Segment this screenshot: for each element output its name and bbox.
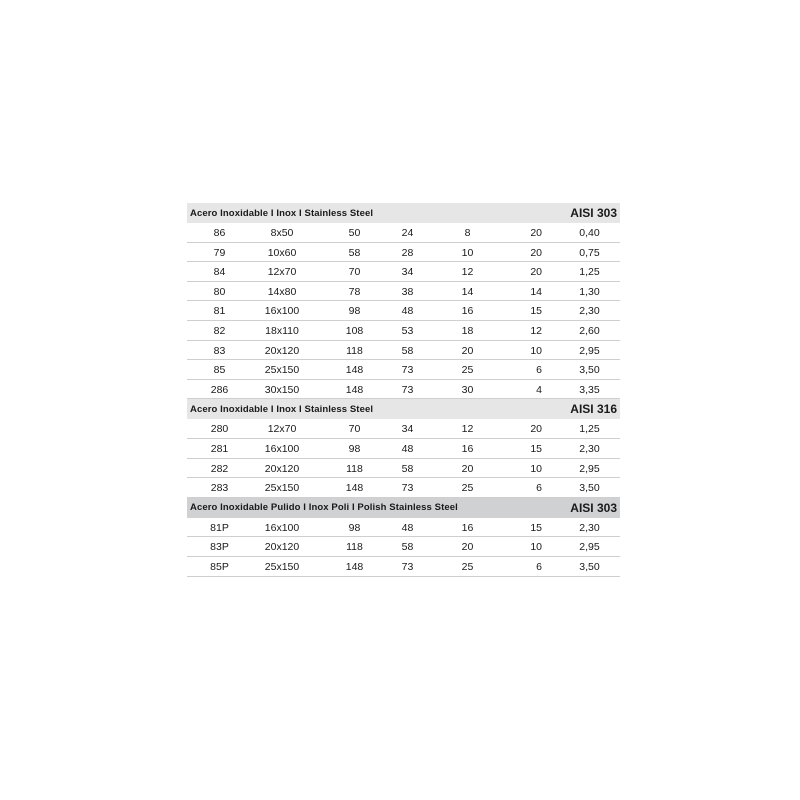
table-row xyxy=(187,537,620,557)
table-cell: 108 xyxy=(345,324,364,337)
table-cell: 12x70 xyxy=(267,423,297,436)
table-cell: 48 xyxy=(401,305,414,318)
table-cell: 148 xyxy=(345,383,364,396)
table-cell: 282 xyxy=(210,462,229,475)
table-cell: 1,25 xyxy=(579,423,600,436)
table-cell: 0,75 xyxy=(579,246,600,259)
table-cell: 73 xyxy=(401,383,414,396)
table-cell: 14 xyxy=(530,285,542,298)
table-cell: 15 xyxy=(530,442,542,455)
table-cell: 3,50 xyxy=(579,482,600,495)
table-row xyxy=(187,459,620,479)
table-cell: 283 xyxy=(210,482,229,495)
table-cell: 20 xyxy=(530,246,542,259)
table-cell: 80 xyxy=(213,285,226,298)
table-row xyxy=(187,439,620,459)
table-cell: 3,35 xyxy=(579,383,600,396)
table-cell: 1,25 xyxy=(579,266,600,279)
table-cell: 85 xyxy=(213,364,226,377)
table-cell: 58 xyxy=(401,462,414,475)
table-cell: 16 xyxy=(461,442,474,455)
table-cell: 10 xyxy=(530,344,542,357)
table-cell: 84 xyxy=(213,266,226,279)
table-cell: 50 xyxy=(348,227,361,239)
table-row xyxy=(187,518,620,538)
table-row xyxy=(187,341,620,361)
table-cell: 6 xyxy=(536,364,542,377)
table-row xyxy=(187,360,620,380)
table-cell: 3,50 xyxy=(579,364,600,377)
table-cell: 83 xyxy=(213,344,226,357)
table-cell: 8 xyxy=(464,227,471,239)
table-cell: 118 xyxy=(346,344,363,357)
table-row xyxy=(187,557,620,577)
table-cell: 70 xyxy=(348,266,361,279)
table-cell: 3,50 xyxy=(579,560,600,573)
table-cell: 34 xyxy=(401,423,414,436)
table-row xyxy=(187,380,620,400)
table-cell: 73 xyxy=(401,364,414,377)
table-cell: 30 xyxy=(461,383,474,396)
table-row xyxy=(187,478,620,498)
section-title: Acero Inoxidable I Inox I Stainless Steel xyxy=(190,403,374,415)
table-cell: 4 xyxy=(536,383,542,396)
table-cell: 73 xyxy=(401,560,414,573)
table-cell: 14 xyxy=(461,285,474,298)
table-cell: 38 xyxy=(401,285,414,298)
table-cell: 10 xyxy=(530,541,542,554)
table-cell: 25 xyxy=(461,364,474,377)
table-row xyxy=(187,301,620,321)
table-cell: 16x100 xyxy=(264,521,300,534)
table-cell: 79 xyxy=(213,246,226,259)
table-cell: 24 xyxy=(401,227,414,239)
table-cell: 118 xyxy=(346,462,363,475)
section-title: Acero Inoxidable I Inox I Stainless Steel xyxy=(190,207,374,219)
table-row xyxy=(187,243,620,263)
table-cell: 58 xyxy=(401,344,414,357)
table-cell: 16 xyxy=(461,305,474,318)
table-cell: 2,95 xyxy=(579,344,600,357)
table-cell: 15 xyxy=(530,305,542,318)
table-cell: 148 xyxy=(345,560,364,573)
section-title: Acero Inoxidable Pulido I Inox Poli I Polish Stainless Steel xyxy=(190,502,458,514)
table-cell: 286 xyxy=(210,383,229,396)
table-cell: 98 xyxy=(348,442,361,455)
table-cell: 58 xyxy=(401,541,414,554)
table-cell: 281 xyxy=(210,442,229,455)
table-cell: 6 xyxy=(536,560,542,573)
table-cell: 30x150 xyxy=(264,383,300,396)
table-cell: 2,95 xyxy=(579,462,600,475)
table-cell: 81P xyxy=(210,521,229,534)
table-cell: 118 xyxy=(346,541,363,554)
table-cell: 6 xyxy=(536,482,542,495)
table-cell: 8x50 xyxy=(270,227,294,239)
table-cell: 85P xyxy=(210,560,229,573)
table-row xyxy=(187,419,620,439)
table-cell: 78 xyxy=(348,285,361,298)
table-cell: 86 xyxy=(213,227,226,239)
section-header xyxy=(187,399,620,419)
table-cell: 20x120 xyxy=(264,344,300,357)
table-cell: 83P xyxy=(210,541,229,554)
table-cell: 28 xyxy=(401,246,414,259)
table-cell: 20 xyxy=(530,227,542,239)
table-cell: 20 xyxy=(461,541,474,554)
table-cell: 12 xyxy=(530,324,542,337)
table-cell: 25 xyxy=(461,560,474,573)
table-cell: 16 xyxy=(461,521,474,534)
table-cell: 18 xyxy=(461,324,474,337)
table-cell: 20 xyxy=(530,266,542,279)
table-cell: 82 xyxy=(213,324,226,337)
table-cell: 25x150 xyxy=(264,482,300,495)
table-cell: 20x120 xyxy=(264,462,300,475)
table-cell: 14x80 xyxy=(267,285,297,298)
table-cell: 2,95 xyxy=(579,541,600,554)
table-cell: 16x100 xyxy=(264,305,300,318)
table-cell: 53 xyxy=(401,324,414,337)
table-cell: 16x100 xyxy=(264,442,300,455)
table-row xyxy=(187,321,620,341)
table-cell: 2,30 xyxy=(579,442,600,455)
table-cell: 25x150 xyxy=(264,560,300,573)
section-grade: AISI 316 xyxy=(570,402,617,417)
table-cell: 20 xyxy=(530,423,542,436)
table-row xyxy=(187,262,620,282)
table-cell: 48 xyxy=(401,442,414,455)
table-cell: 2,30 xyxy=(579,305,600,318)
table-cell: 148 xyxy=(345,482,364,495)
table-cell: 98 xyxy=(348,521,361,534)
table-cell: 15 xyxy=(530,521,542,534)
table-cell: 148 xyxy=(345,364,364,377)
table-cell: 98 xyxy=(348,305,361,318)
table-cell: 18x110 xyxy=(265,324,299,337)
table-cell: 25 xyxy=(461,482,474,495)
table-cell: 12x70 xyxy=(267,266,297,279)
table-cell: 10x60 xyxy=(267,246,297,259)
table-cell: 70 xyxy=(348,423,361,436)
product-spec-table xyxy=(187,203,620,577)
table-cell: 12 xyxy=(461,423,474,436)
section-grade: AISI 303 xyxy=(570,500,617,515)
table-cell: 48 xyxy=(401,521,414,534)
table-cell: 81 xyxy=(213,305,226,318)
table-cell: 2,30 xyxy=(579,521,600,534)
table-cell: 10 xyxy=(461,246,474,259)
table-cell: 0,40 xyxy=(579,227,600,239)
section-grade: AISI 303 xyxy=(570,206,617,220)
table-cell: 20 xyxy=(461,344,474,357)
section-header xyxy=(187,203,620,223)
table-cell: 25x150 xyxy=(264,364,300,377)
table-cell: 1,30 xyxy=(579,285,600,298)
table-cell: 34 xyxy=(401,266,414,279)
section-header xyxy=(187,498,620,518)
table-cell: 12 xyxy=(461,266,474,279)
table-row xyxy=(187,223,620,243)
table-cell: 58 xyxy=(348,246,361,259)
table-cell: 20 xyxy=(461,462,474,475)
table-row xyxy=(187,282,620,302)
table-cell: 10 xyxy=(530,462,542,475)
table-cell: 2,60 xyxy=(579,324,600,337)
table-cell: 20x120 xyxy=(264,541,300,554)
table-cell: 73 xyxy=(401,482,414,495)
table-cell: 280 xyxy=(210,423,229,436)
